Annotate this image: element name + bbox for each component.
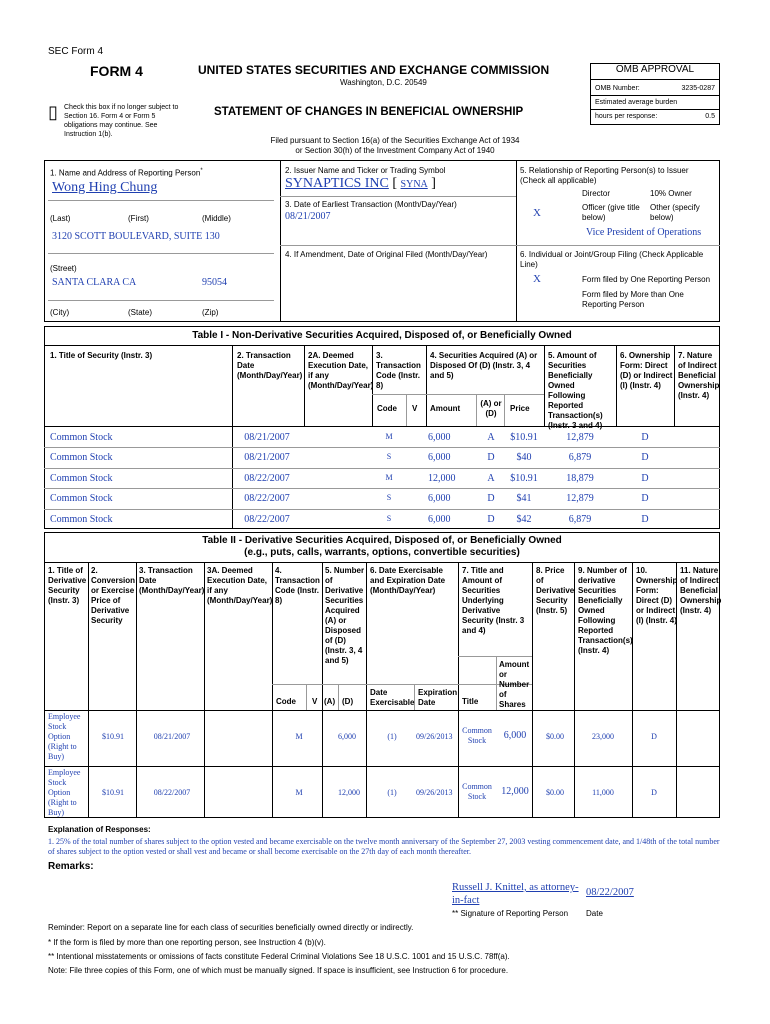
t2-sub-v: V (312, 697, 318, 706)
security-title: Common Stock (50, 452, 113, 464)
t1-header-title: 1. Title of Security (Instr. 3) (50, 351, 153, 360)
price: $10.91 (510, 472, 538, 484)
security-title: Common Stock (50, 513, 113, 525)
omb-approval-box (590, 63, 720, 125)
officer-label: Officer (give title below) (582, 203, 640, 222)
one-person-mark[interactable]: X (533, 273, 541, 285)
checkbox-instruction: Check this box if no longer subject to Section 16. Form 4 or Form 5 obligations may continue. See Instruction 1(b). (64, 104, 179, 138)
ownership-form: D (641, 513, 649, 525)
t2-header-deemed: 3A. Deemed Execution Date, if any (Month/Day/Year) (207, 566, 273, 605)
amount: 12,000 (428, 472, 456, 484)
note-misstatements: ** Intentional misstatements or omissions of facts constitute Federal Criminal Violations See 18 U.S.C. 1001 and 15 U.S.C. 78ff(a). (48, 952, 510, 961)
reminder-text: Reminder: Report on a separate line for each class of securities beneficially owned directly or indirectly. (48, 923, 414, 932)
officer-mark[interactable]: X (533, 207, 541, 219)
t1-header-code: 3. Transaction Code (Instr. 8) (376, 351, 421, 390)
transaction-code: S (386, 493, 392, 503)
date-exercisable: (1) (387, 788, 397, 797)
table1-row (44, 488, 720, 508)
box4-label: 4. If Amendment, Date of Original Filed (Month/Day/Year) (285, 250, 488, 259)
t2-header-nature: 11. Nature of Indirect Beneficial Ownership (Instr. 4) (680, 566, 722, 615)
security-title: Common Stock (50, 472, 113, 484)
middle-name-label: (Middle) (202, 214, 231, 223)
table1-row (44, 468, 720, 488)
t2-header-owned: 9. Number of derivative Securities Beneficially Owned Following Reported Transaction(s) (Instr. 4) (578, 566, 633, 655)
underlying-title: Common Stock (462, 726, 492, 745)
officer-title: Vice President of Operations (586, 227, 702, 238)
t1-header-ownership: 6. Ownership Form: Direct (D) or Indirect (I) (Instr. 4) (620, 351, 673, 390)
transaction-date: 08/21/2007 (244, 452, 290, 464)
omb-hours-label: hours per response: (595, 113, 658, 120)
commission-city: Washington, D.C. 20549 (340, 78, 427, 87)
note-multiple-persons: * If the form is filed by more than one reporting person, see Instruction 4 (b)(v). (48, 938, 326, 947)
transaction-code: S (386, 513, 392, 523)
disposed-amount: 12,000 (338, 788, 360, 797)
transaction-date: 08/21/2007 (244, 432, 290, 443)
transaction-code: M (295, 732, 303, 741)
t1-header-deemed: 2A. Deemed Execution Date, if any (Month/Day/Year) (308, 351, 374, 390)
explanation-label: Explanation of Responses: (48, 825, 151, 834)
derivative-title: Employee Stock Option (Right to Buy) (48, 768, 81, 817)
t2-header-price: 8. Price of Derivative Security (Instr. 5) (536, 566, 575, 615)
expiration-date: 09/26/2013 (416, 788, 453, 797)
acquired-disposed: A (487, 432, 495, 443)
security-title: Common Stock (50, 493, 113, 505)
box6-label: 6. Individual or Joint/Group Filing (Check Applicable Line) (520, 250, 704, 269)
city-value: SANTA CLARA CA (52, 277, 137, 288)
street-value: 3120 SCOTT BOULEVARD, SUITE 130 (52, 231, 220, 242)
acquired-disposed: D (487, 493, 495, 505)
ten-pct-owner-label: 10% Owner (650, 189, 692, 198)
table1-row (44, 427, 720, 447)
underlying-amount: 12,000 (501, 786, 529, 797)
signature-date: 08/22/2007 (586, 887, 634, 898)
zip-label: (Zip) (202, 308, 219, 317)
price: $41 (516, 493, 532, 505)
table2-row (44, 711, 720, 765)
omb-title: OMB APPROVAL (591, 64, 719, 80)
transaction-code: S (386, 452, 392, 462)
amount-owned: 6,879 (568, 452, 592, 464)
t1-sub-v: V (412, 404, 418, 413)
omb-burden-label: Estimated average burden (595, 99, 678, 106)
date-label: Date (586, 909, 603, 918)
t1-sub-code: Code (377, 404, 397, 413)
t2-sub-title: Title (462, 697, 479, 706)
t2-header-exercisable: 6. Date Exercisable and Expiration Date (Month/Day/Year) (370, 566, 446, 595)
price: $40 (516, 452, 532, 464)
t1-header-date: 2. Transaction Date (Month/Day/Year) (237, 351, 303, 380)
ownership-form: D (641, 472, 649, 484)
more-persons-label: Form filed by More than One Reporting Person (582, 290, 684, 309)
t2-header-number: 5. Number of Derivative Securities Acquired (A) or Disposed of (D) (Instr. 3, 4 and 5) (325, 566, 365, 665)
acquired-disposed: D (487, 452, 495, 464)
t2-header-code: 4. Transaction Code (Instr. 8) (275, 566, 320, 605)
t1-sub-price: Price (510, 404, 530, 413)
t2-sub-d: (D) (342, 697, 354, 706)
t2-header-title: 1. Title of Derivative Security (Instr. 3) (48, 566, 87, 605)
t2-header-underlying: 7. Title and Amount of Securities Underlying Derivative Security (Instr. 3 and 4) (462, 566, 525, 635)
note-copies: Note: File three copies of this Form, one of which must be manually signed. If space is insufficient, see Instruction 6 for procedure. (48, 966, 509, 975)
omb-number-value: 3235-0287 (681, 85, 715, 92)
box2-label: 2. Issuer Name and Ticker or Trading Symbol (285, 166, 446, 175)
derivative-price: $0.00 (546, 732, 564, 741)
issuer-name[interactable]: SYNAPTICS INC [ SYNA ] (285, 176, 436, 191)
price: $10.91 (510, 432, 538, 443)
acquired-disposed: D (487, 513, 495, 525)
commission-title: UNITED STATES SECURITIES AND EXCHANGE COMMISSION (198, 63, 550, 77)
transaction-date: 08/22/2007 (244, 513, 290, 525)
t2-sub-date-ex: Date Exercisable (370, 688, 415, 707)
amount: 6,000 (428, 493, 451, 505)
box3-label: 3. Date of Earliest Transaction (Month/Day/Year) (285, 200, 457, 209)
amount: 6,000 (428, 432, 451, 443)
disposed-amount: 6,000 (338, 732, 356, 741)
omb-number-label: OMB Number: (595, 85, 640, 92)
underlying-amount: 6,000 (503, 730, 527, 741)
filed-pursuant: Filed pursuant to Section 16(a) of the Securities Exchange Act of 1934 or Section 30(h) of the Investment Company Act of 1940 (270, 136, 520, 155)
t2-sub-amount: Amount or Number of Shares (499, 660, 530, 709)
signature-label: ** Signature of Reporting Person (452, 909, 569, 918)
ownership-form: D (641, 432, 649, 443)
statement-title: STATEMENT OF CHANGES IN BENEFICIAL OWNERSHIP (214, 106, 524, 118)
other-label: Other (specify below) (650, 203, 700, 222)
amount-owned: 18,879 (566, 472, 594, 484)
last-name-label: (Last) (50, 214, 71, 223)
t1-header-owned: 5. Amount of Securities Beneficially Owned Following Reported Transaction(s) (Instr. 3 and 4) (548, 351, 603, 430)
expiration-date: 09/26/2013 (416, 732, 453, 741)
t1-header-nature: 7. Nature of Indirect Beneficial Ownership (Instr. 4) (678, 351, 720, 400)
t2-header-date: 3. Transaction Date (Month/Day/Year) (139, 566, 205, 595)
conversion-price: $10.91 (102, 788, 124, 797)
table2-row (44, 767, 720, 821)
one-person-label: Form filed by One Reporting Person (582, 275, 711, 284)
box5-label: 5. Relationship of Reporting Person(s) to Issuer (Check all applicable) (520, 166, 689, 185)
earliest-transaction-date: 08/21/2007 (285, 211, 331, 222)
acquired-disposed: A (487, 472, 495, 484)
transaction-code: M (295, 788, 303, 797)
transaction-date: 08/22/2007 (153, 788, 191, 797)
date-exercisable: (1) (387, 732, 397, 741)
derivative-owned: 23,000 (592, 732, 614, 741)
amount-owned: 12,879 (566, 493, 594, 505)
t1-header-acquired: 4. Securities Acquired (A) or Disposed Of (D) (Instr. 3, 4 and 5) (430, 351, 538, 380)
derivative-owned: 11,000 (592, 788, 614, 797)
director-label: Director (582, 189, 611, 198)
no-longer-subject-checkbox[interactable]: ▯ (48, 102, 58, 122)
table2-title: Table II - Derivative Securities Acquired, Disposed of, or Beneficially Owned (e.g., puts, calls, warrants, options, convertible securities) (202, 535, 562, 558)
state-label: (State) (128, 308, 153, 317)
transaction-code: M (385, 472, 393, 482)
amount: 6,000 (428, 513, 451, 525)
conversion-price: $10.91 (102, 732, 124, 741)
ownership-form: D (651, 788, 657, 797)
security-title: Common Stock (50, 432, 113, 443)
transaction-date: 08/21/2007 (153, 732, 191, 741)
sec-form-label: SEC Form 4 (48, 46, 104, 57)
signature: Russell J. Knittel, as attorney-in-fact (452, 882, 579, 906)
form-title: FORM 4 (90, 63, 143, 79)
t1-sub-ad: (A) or (D) (480, 399, 502, 418)
transaction-date: 08/22/2007 (244, 472, 290, 484)
ownership-form: D (641, 493, 649, 505)
table1-row (44, 509, 720, 529)
t2-header-conversion: 2. Conversion or Exercise Price of Derivative Security (91, 566, 136, 625)
city-label: (City) (50, 308, 70, 317)
box1-label: 1. Name and Address of Reporting Person* (50, 168, 203, 178)
explanation-text: 1. 25% of the total number of shares subject to the option vested and became exercisable on the twelve month anniversary of the September 27, 2003 vesting commencement date, and 1/48th of the total number of shares subject to the option vested or shall vest and became or shall become exercisable on the 27th day of each month thereafter. (48, 837, 720, 856)
t1-sub-amount: Amount (430, 404, 461, 413)
omb-hours-value: 0.5 (705, 113, 715, 120)
remarks-label: Remarks: (48, 861, 94, 872)
underlying-title: Common Stock (462, 782, 492, 801)
t2-header-ownership: 10. Ownership Form: Direct (D) or Indirect (I) (Instr. 4) (636, 566, 678, 625)
zip-value: 95054 (202, 277, 227, 288)
street-label: (Street) (50, 264, 77, 273)
t2-sub-exp: Expiration Date (418, 688, 458, 707)
transaction-date: 08/22/2007 (244, 493, 290, 505)
derivative-price: $0.00 (546, 788, 564, 797)
t2-sub-code: Code (276, 697, 296, 706)
t2-sub-a: (A) (324, 697, 336, 706)
transaction-code: M (385, 432, 393, 441)
amount: 6,000 (428, 452, 451, 464)
ownership-form: D (641, 452, 649, 464)
amount-owned: 12,879 (566, 432, 594, 443)
first-name-label: (First) (128, 214, 149, 223)
reporting-person-name[interactable]: Wong Hing Chung (52, 180, 158, 195)
price: $42 (516, 513, 532, 525)
table1-title: Table I - Non-Derivative Securities Acquired, Disposed of, or Beneficially Owned (192, 330, 572, 341)
ownership-form: D (651, 732, 657, 741)
table1-row (44, 447, 720, 467)
amount-owned: 6,879 (568, 513, 592, 525)
derivative-title: Employee Stock Option (Right to Buy) (48, 712, 81, 761)
